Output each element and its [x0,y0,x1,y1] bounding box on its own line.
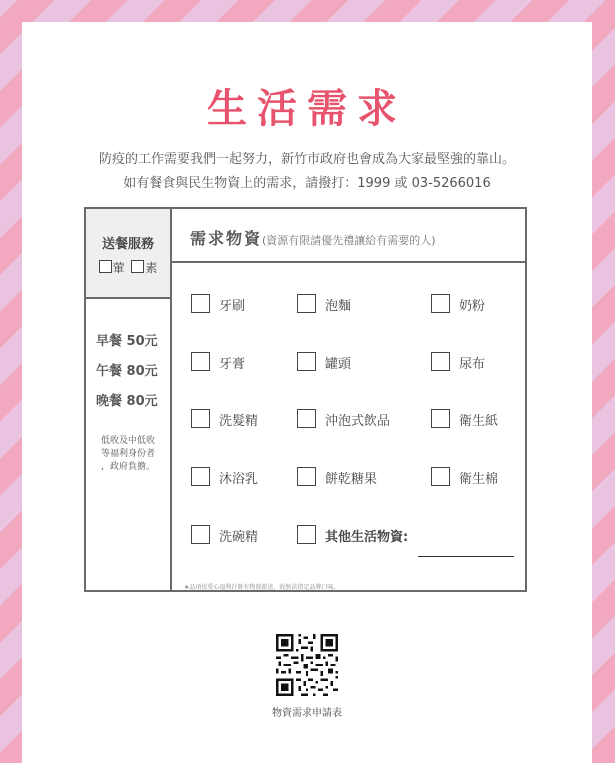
intro-line-1: 防疫的工作需要我們一起努力，新竹市政府也會成為大家最堅強的靠山。 [98,152,515,167]
body-wash-checkbox[interactable] [191,467,210,486]
delivery-service-panel [86,209,170,299]
instant-drinks-checkbox[interactable] [297,409,316,428]
item-sanitary-pads: 衛生棉 [459,472,499,487]
needs-note: (資源有限請優先禮讓給有需要的人) [262,234,436,247]
lunch-price: 午餐 80元 [96,364,158,379]
vegetarian-label: 素 [145,261,158,275]
item-toothpaste: 牙膏 [219,357,246,372]
delivery-column [86,209,172,590]
canned-food-checkbox[interactable] [297,352,316,371]
item-shampoo: 洗髮精 [219,414,259,429]
needs-title-text: 需求物資 [190,229,263,248]
needs-header [172,209,525,263]
item-diapers: 尿布 [459,357,486,372]
other-supplies-input-line[interactable] [418,556,514,557]
request-form [84,207,527,592]
item-milk-powder: 奶粉 [459,299,486,314]
sanitary-pads-checkbox[interactable] [431,467,450,486]
toothbrush-checkbox[interactable] [191,294,210,313]
snacks-checkbox[interactable] [297,467,316,486]
instant-noodles-checkbox[interactable] [297,294,316,313]
vegetarian-checkbox[interactable] [131,260,144,273]
item-tissue: 衛生紙 [459,414,499,429]
item-canned-food: 罐頭 [325,357,352,372]
dinner-price: 晚餐 80元 [96,394,158,409]
needs-footnote: ★品項依愛心福利社既有物資派送，故無法指定品牌口味。 [184,584,340,591]
toothpaste-checkbox[interactable] [191,352,210,371]
other-supplies-checkbox[interactable] [297,525,316,544]
meat-label: 葷 [112,261,125,275]
shampoo-checkbox[interactable] [191,409,210,428]
subsidy-note-line: ，政府負擔。 [100,462,155,472]
qr-caption: 物資需求申請表 [272,708,342,719]
milk-powder-checkbox[interactable] [431,294,450,313]
delivery-service-title: 送餐服務 [101,237,154,252]
needs-title [190,226,436,249]
qr-code[interactable] [276,634,338,696]
meat-checkbox[interactable] [99,260,112,273]
page-title: 生活需求 [207,86,407,132]
item-instant-noodles: 泡麵 [325,299,352,314]
dish-soap-checkbox[interactable] [191,525,210,544]
item-body-wash: 沐浴乳 [219,472,259,487]
item-instant-drinks: 沖泡式飲品 [325,414,391,429]
flyer-sheet [22,22,592,763]
subsidy-note-line: 低收及中低收 [100,436,155,446]
intro-line-2: 如有餐食與民生物資上的需求，請撥打：1999 或 03-5266016 [123,176,491,191]
subsidy-note [86,435,170,474]
subsidy-note-line: 等福利身份者 [100,449,155,459]
tissue-checkbox[interactable] [431,409,450,428]
diet-options [86,259,170,276]
item-dish-soap: 洗碗精 [219,530,259,545]
breakfast-price: 早餐 50元 [96,334,158,349]
item-other-supplies: 其他生活物資: [325,530,409,545]
diapers-checkbox[interactable] [431,352,450,371]
item-snacks: 餅乾糖果 [325,472,378,487]
item-toothbrush: 牙刷 [219,299,246,314]
